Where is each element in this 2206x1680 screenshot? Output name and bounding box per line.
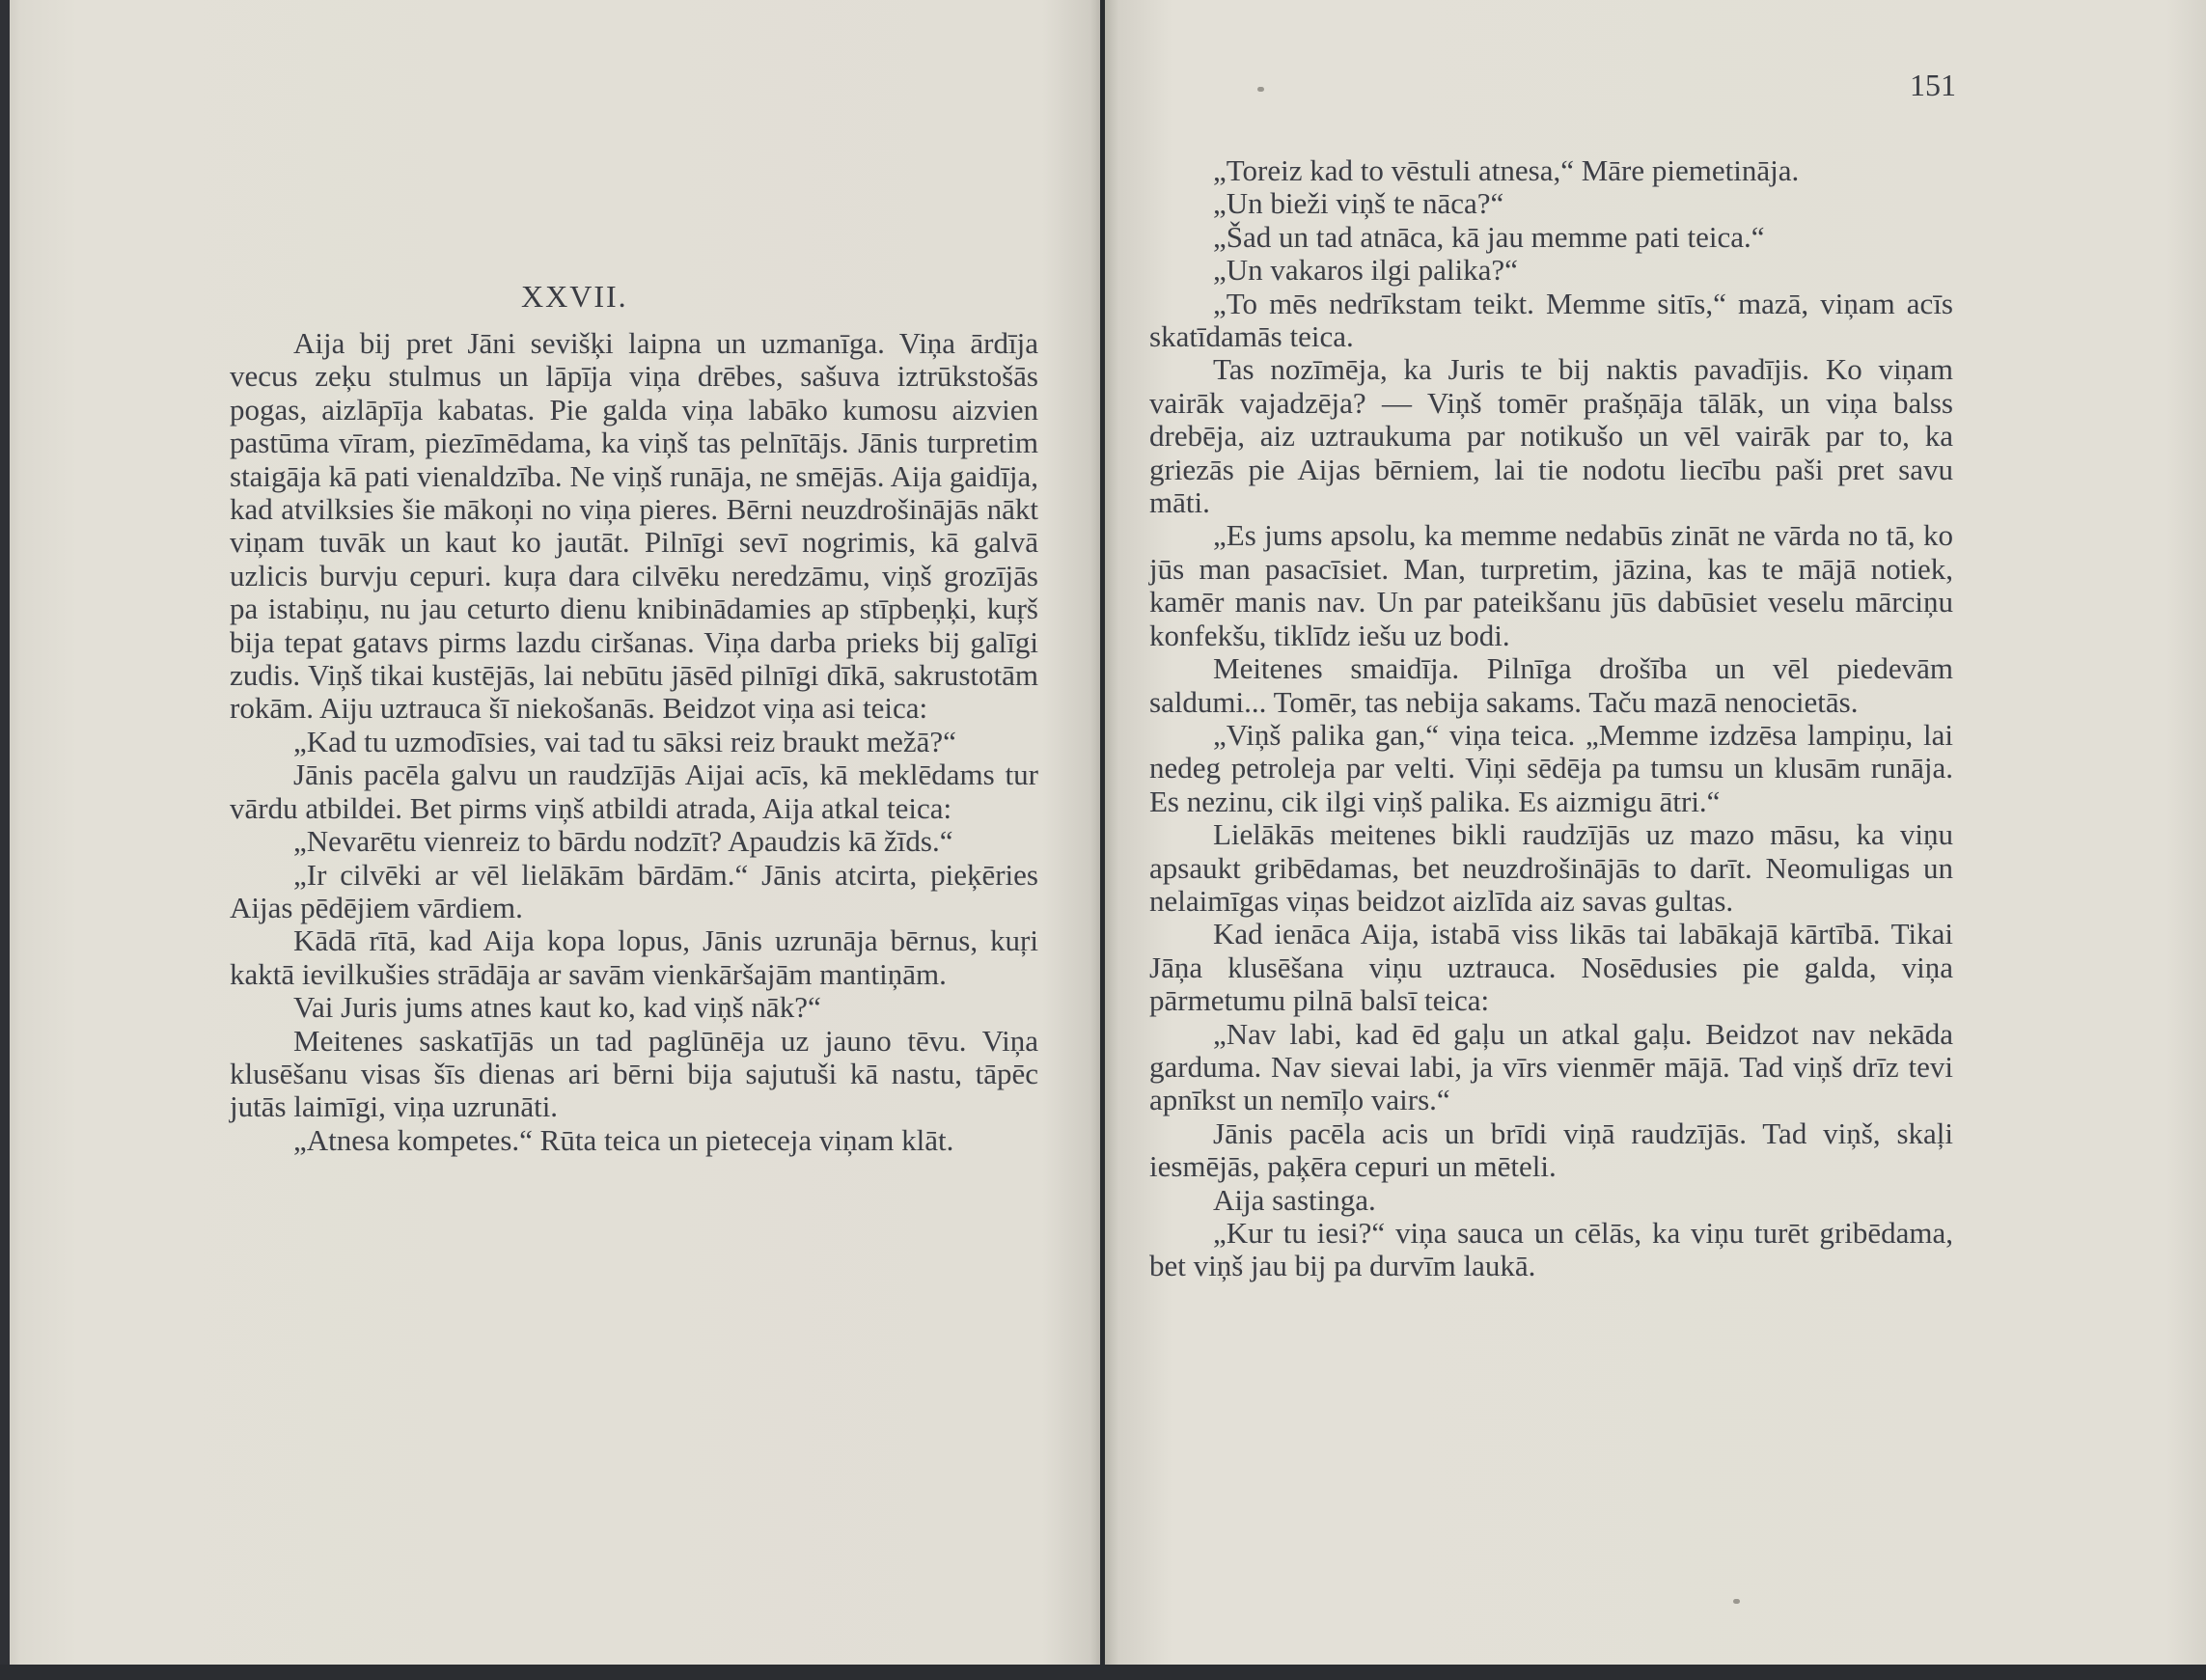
paper-speck [1257, 87, 1264, 92]
paragraph: Tas nozīmēja, ka Juris te bij naktis pavadījis. Ko viņam vairāk vajadzēja? — Viņš tomēr prašņāja tālāk, un viņa balss drebēja, aiz uztraukuma par notikušo un vēl vairāk par to, ka griezās pie Aijas bērniem, lai tie nodotu liecību paši pret savu māti. [1149, 352, 1953, 520]
paper-speck [1733, 1599, 1740, 1604]
paragraph: „Šad un tad atnāca, kā jau memme pati teica.“ [1213, 219, 1765, 254]
paragraph: Meitenes smaidīja. Pilnīga drošība un vēl piedevām saldumi... Tomēr, tas nebija sakams. Taču mazā nenocietās. [1149, 651, 1953, 719]
bottom-edge [0, 1665, 2206, 1680]
paragraph: „Un bieži viņš te nāca?“ [1213, 186, 1504, 221]
paragraph: „Kad tu uzmodīsies, vai tad tu sāksi reiz braukt mežā?“ [293, 724, 956, 758]
paragraph: Jānis pacēla acis un brīdi viņā raudzījās. Tad viņš, skaļi iesmējās, paķēra cepuri un mēteli. [1149, 1115, 1953, 1184]
paragraph: „Toreiz kad to vēstuli atnesa,“ Māre piemetināja. [1213, 153, 1800, 187]
page-number: 151 [1910, 68, 1956, 102]
paragraph: Lielākās meitenes bikli raudzījās uz mazo māsu, ka viņu apsaukt gribēdamas, bet neuzdrošinājās to darīt. Neomuligas un nelaimīgas viņas beidzot aizlīda aiz savas gultas. [1149, 817, 1953, 918]
paragraph: Kad ienāca Aija, istabā viss likās tai labākajā kārtībā. Tikai Jāņa klusēšana viņu uztrauca. Nosēdusies pie galda, viņa pārmetumu pilnā balsī teica: [1149, 917, 1953, 1018]
paragraph: „Ir cilvēki ar vēl lielākām bārdām.“ Jānis atcirta, pieķēries Aijas pēdējiem vārdiem. [230, 857, 1038, 924]
paragraph: Vai Juris jums atnes kaut ko, kad viņš nāk?“ [293, 990, 821, 1025]
paragraph: „Nav labi, kad ēd gaļu un atkal gaļu. Beidzot nav nekāda garduma. Nav sievai labi, ja vīrs vienmēr mājā. Tad viņš drīz tevi apnīkst un nemīļo vairs.“ [1149, 1016, 1953, 1117]
paragraph: Kādā rītā, kad Aija kopa lopus, Jānis uzrunāja bērnus, kuŗi kaktā ievilkušies strādāja ar savām vienkāršajām mantiņām. [230, 923, 1038, 991]
paragraph: „Un vakaros ilgi palika?“ [1213, 253, 1518, 288]
chapter-heading: XXVII. [521, 279, 628, 314]
left-edge [0, 0, 10, 1665]
left-page-text [230, 327, 1038, 1157]
left-page [0, 0, 1102, 1665]
paragraph: Aija bij pret Jāni sevišķi laipna un uzmanīga. Viņa ārdīja vecus zeķu stulmus un lāpīja viņa drēbes, sašuva iztrūkstošās pogas, aizlāpīja kabatas. Pie galda viņa labāko kumosu aizvien pastūma vīram, piezīmēdama, ka viņš tas pelnītājs. Jānis turpretim staigāja kā pati vienaldzība. Ne viņš runāja, ne smējās. Aija gaidīja, kad atvilksies šie mākoņi no viņa pieres. Bērni neuzdrošinājās nākt viņam tuvāk un kaut ko jautāt. Pilnīgi sevī nogrimis, kā galvā uzlicis burvju cepuri. kuŗa dara cilvēku neredzāmu, viņš grozījās pa istabiņu, nu jau ceturto dienu knibinādamies ap stīpbeņķi, kuŗš bija tepat gatavs pirms lazdu ciršanas. Viņa darba prieks bij galīgi zudis. Viņš tikai kustējās, lai nebūtu jāsēd pilnīgi dīkā, sakrustotām rokām. Aiju uztrauca šī niekošanās. Beidzot viņa asi teica: [230, 326, 1038, 726]
paragraph: Meitenes saskatījās un tad paglūnēja uz jauno tēvu. Viņa klusēšanu visas šīs dienas ari bērni bija sajutuši kā nastu, tāpēc jutās laimīgi, viņa uzrunāti. [230, 1023, 1038, 1124]
paragraph: Jānis pacēla galvu un raudzījās Aijai acīs, kā meklēdams tur vārdu atbildei. Bet pirms viņš atbildi atrada, Aija atkal teica: [230, 757, 1038, 825]
right-page-text [1149, 154, 1953, 1283]
paragraph: „To mēs nedrīkstam teikt. Memme sitīs,“ mazā, viņam acīs skatīdamās teica. [1149, 286, 1953, 354]
right-page [1105, 0, 2206, 1665]
paragraph: „Atnesa kompetes.“ Rūta teica un pieteceja viņam klāt. [293, 1122, 954, 1157]
paragraph: „Viņš palika gan,“ viņa teica. „Memme izdzēsa lampiņu, lai nedeg petroleja par velti. Viņi sēdēja pa tumsu un klusām runāja. Es nezinu, cik ilgi viņš palika. Es aizmigu ātri.“ [1149, 717, 1953, 818]
paragraph: „Nevarētu vienreiz to bārdu nodzīt? Apaudzis kā žīds.“ [293, 824, 953, 859]
paragraph: „Es jums apsolu, ka memme nedabūs zināt ne vārda no tā, ko jūs man pasacīsiet. Man, turpretim, jāzina, kas te mājā notiek, kamēr manis nav. Un par pateikšanu jūs dabūsiet veselu mārciņu konfekšu, tiklīdz iešu uz bodi. [1149, 518, 1953, 652]
paragraph: „Kur tu iesi?“ viņa sauca un cēlās, ka viņu turēt gribēdama, bet viņš jau bij pa durvīm laukā. [1149, 1216, 1953, 1283]
paragraph: Aija sastinga. [1213, 1182, 1376, 1217]
